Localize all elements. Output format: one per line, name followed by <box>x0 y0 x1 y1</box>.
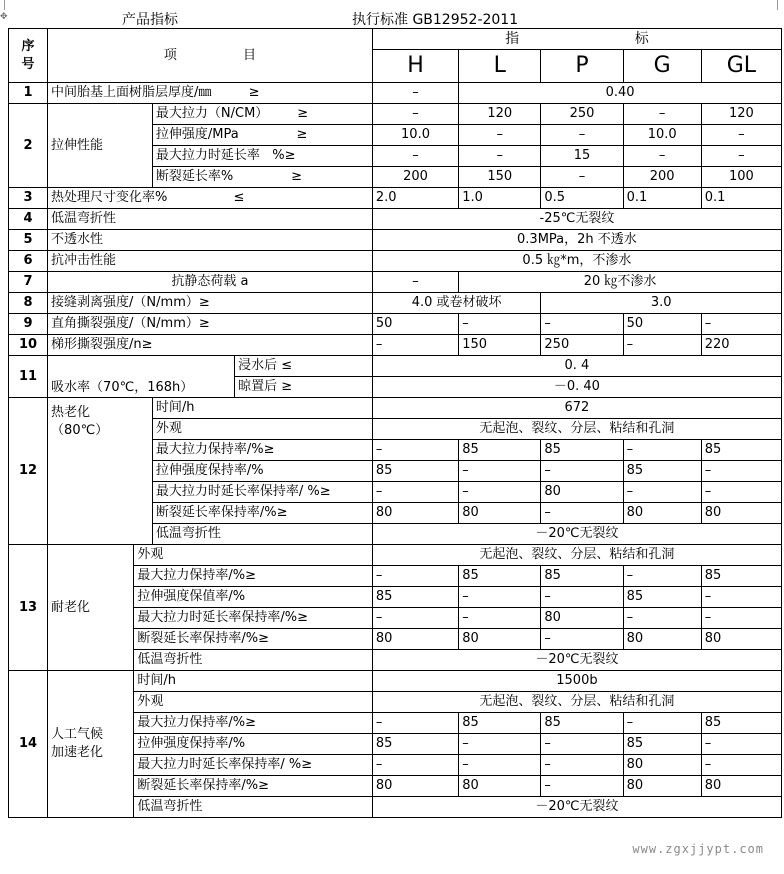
table-row <box>9 251 782 272</box>
cell-G: 80 <box>623 503 701 524</box>
cell-value: 3.0 <box>541 293 782 314</box>
cell-L: 80 <box>459 629 541 650</box>
sub-label: 低温弯折性 <box>152 524 372 545</box>
group-label: 拉伸性能 <box>48 104 153 188</box>
document-header <box>0 0 784 28</box>
cell-H: 85 <box>372 587 458 608</box>
cell-P: 15 <box>541 146 623 167</box>
cell-L: – <box>459 482 541 503</box>
table-row <box>9 188 782 209</box>
sub-label: 时间/h <box>134 671 372 692</box>
sub-label: 最大拉力时延长率保持率/%≥ <box>134 608 372 629</box>
row-number: 5 <box>9 230 48 251</box>
sub-label: 拉伸强度保值率/% <box>134 587 372 608</box>
cell-P: 85 <box>541 440 623 461</box>
row-number: 9 <box>9 314 48 335</box>
cell-G: – <box>623 566 701 587</box>
cell-P: – <box>541 734 623 755</box>
table-row <box>9 356 782 377</box>
col-index-header: 指 标 <box>372 29 781 50</box>
header-title: 产品指标 <box>122 12 178 28</box>
cell-H: – <box>372 104 458 125</box>
row-number: 6 <box>9 251 48 272</box>
cell-G: 10.0 <box>623 125 701 146</box>
cell-GL: – <box>701 755 781 776</box>
cell-L: 150 <box>459 335 541 356</box>
cell-GL: – <box>701 734 781 755</box>
cell-G: 80 <box>623 755 701 776</box>
cell-H: – <box>372 713 458 734</box>
cell-value: 672 <box>372 398 781 419</box>
cell-L: 80 <box>459 503 541 524</box>
sub-label: 断裂延长率保持率/%≥ <box>134 776 372 797</box>
cell-GL: – <box>701 125 781 146</box>
cell-L: 85 <box>459 440 541 461</box>
cell-GL: – <box>701 461 781 482</box>
table-row <box>9 398 782 419</box>
cell-L: 150 <box>459 167 541 188</box>
cell-H: – <box>372 440 458 461</box>
table-row <box>9 104 782 125</box>
cell-L: – <box>459 314 541 335</box>
cell-P: 0.5 <box>541 188 623 209</box>
cell-value: 0.3MPa，2h 不透水 <box>372 230 781 251</box>
spec-table <box>8 28 782 818</box>
table-row <box>9 209 782 230</box>
cell-L: 1.0 <box>459 188 541 209</box>
row-number: 7 <box>9 272 48 293</box>
cell-L: – <box>459 608 541 629</box>
cell-G: – <box>623 482 701 503</box>
cell-GL: 100 <box>701 167 781 188</box>
grade-GL: GL <box>701 50 781 83</box>
group-label: 人工气候 加速老化 <box>48 671 134 818</box>
cell-H: 85 <box>372 734 458 755</box>
cell-P: 85 <box>541 566 623 587</box>
row-number: 12 <box>9 398 48 545</box>
cell-P: 250 <box>541 104 623 125</box>
table-row <box>9 335 782 356</box>
cell-L: – <box>459 755 541 776</box>
cell-value: －20℃无裂纹 <box>372 650 781 671</box>
sub-label: 断裂延长率保持率/%≥ <box>134 629 372 650</box>
sub-label: 最大拉力时延长率保持率/ %≥ <box>134 755 372 776</box>
row-number: 13 <box>9 545 48 671</box>
cell-GL: 120 <box>701 104 781 125</box>
cell-G: 50 <box>623 314 701 335</box>
row-label: 抗冲击性能 <box>48 251 373 272</box>
header-standard: 执行标准 GB12952-2011 <box>352 12 519 28</box>
cell-P: – <box>541 755 623 776</box>
sub-label: 外观 <box>134 692 372 713</box>
cell-GL: 0.1 <box>701 188 781 209</box>
cell-H: – <box>372 146 458 167</box>
cell-GL: 85 <box>701 440 781 461</box>
sub-label: 拉伸强度/MPa ≥ <box>152 125 372 146</box>
cell-P: – <box>541 503 623 524</box>
margin-mark <box>777 0 778 10</box>
table-row <box>9 293 782 314</box>
cell-GL: – <box>701 587 781 608</box>
cell-GL: – <box>701 482 781 503</box>
table-header-row <box>9 29 782 50</box>
cell-value: 无起泡、裂纹、分层、粘结和孔洞 <box>372 545 781 566</box>
cell-value: 0.5 ㎏*m，不渗水 <box>372 251 781 272</box>
cell-H: – <box>372 755 458 776</box>
cell-H: – <box>372 83 458 104</box>
table-row <box>9 545 782 566</box>
sub-label: 最大拉力保持率/%≥ <box>152 440 372 461</box>
cell-value: －20℃无裂纹 <box>372 797 781 818</box>
cell-H: 50 <box>372 314 458 335</box>
cell-H: – <box>372 566 458 587</box>
row-label: 接缝剥离强度/（N/mm）≥ <box>48 293 373 314</box>
row-label: 热处理尺寸变化率% ≤ <box>48 188 373 209</box>
cell-P: – <box>541 314 623 335</box>
sub-label: 时间/h <box>152 398 372 419</box>
row-label: 梯形撕裂强度/n≥ <box>48 335 373 356</box>
sub-label: 断裂延长率% ≥ <box>152 167 372 188</box>
cell-P: – <box>541 461 623 482</box>
cell-GL: 80 <box>701 503 781 524</box>
cell-GL: – <box>701 608 781 629</box>
cell-H: 80 <box>372 503 458 524</box>
cell-P: 85 <box>541 713 623 734</box>
row-number: 3 <box>9 188 48 209</box>
cell-G: 80 <box>623 629 701 650</box>
row-label: 抗静态荷载 a <box>48 272 373 293</box>
grade-P: P <box>541 50 623 83</box>
cell-G: – <box>623 608 701 629</box>
cell-G: 0.1 <box>623 188 701 209</box>
cell-L: – <box>459 461 541 482</box>
row-number: 14 <box>9 671 48 818</box>
cell-L: 85 <box>459 713 541 734</box>
sub-label: 拉伸强度保持率/% <box>134 734 372 755</box>
cell-L: 120 <box>459 104 541 125</box>
cell-P: – <box>541 125 623 146</box>
group-label: 热老化 （80℃） <box>48 398 153 545</box>
cell-value: 无起泡、裂纹、分层、粘结和孔洞 <box>372 692 781 713</box>
table-row <box>9 272 782 293</box>
cell-GL: – <box>701 314 781 335</box>
grade-G: G <box>623 50 701 83</box>
cell-H: 2.0 <box>372 188 458 209</box>
cell-H: 200 <box>372 167 458 188</box>
cell-G: – <box>623 104 701 125</box>
sub-label: 最大拉力（N/CM） ≥ <box>152 104 372 125</box>
cell-L: 85 <box>459 566 541 587</box>
cell-GL: 80 <box>701 629 781 650</box>
row-label: 直角撕裂强度/（N/mm）≥ <box>48 314 373 335</box>
cell-P: 250 <box>541 335 623 356</box>
cell-G: 85 <box>623 734 701 755</box>
sub-label: 外观 <box>152 419 372 440</box>
grade-H: H <box>372 50 458 83</box>
grade-L: L <box>459 50 541 83</box>
margin-mark <box>4 0 5 10</box>
cell-L: – <box>459 734 541 755</box>
table-row <box>9 83 782 104</box>
sub-label: 晾置后 ≥ <box>235 377 373 398</box>
cell-GL: 85 <box>701 713 781 734</box>
col-seq-header: 序 号 <box>9 29 48 83</box>
row-label: 吸水率（70℃，168h） <box>48 356 235 398</box>
row-label: 不透水性 <box>48 230 373 251</box>
cell-value: －0. 40 <box>372 377 781 398</box>
cell-G: 80 <box>623 776 701 797</box>
sub-label: 浸水后 ≤ <box>235 356 373 377</box>
watermark: www.zgxjjypt.com <box>632 842 764 856</box>
cell-value: 无起泡、裂纹、分层、粘结和孔洞 <box>372 419 781 440</box>
sub-label: 外观 <box>134 545 372 566</box>
cell-H: 80 <box>372 629 458 650</box>
table-row <box>9 314 782 335</box>
cell-G: – <box>623 713 701 734</box>
sub-label: 最大拉力时延长率保持率/ %≥ <box>152 482 372 503</box>
cell-value: -25℃无裂纹 <box>372 209 781 230</box>
cell-H: – <box>372 482 458 503</box>
row-number: 4 <box>9 209 48 230</box>
row-label: 低温弯折性 <box>48 209 373 230</box>
cell-L: – <box>459 125 541 146</box>
cell-P: 80 <box>541 608 623 629</box>
row-number: 2 <box>9 104 48 188</box>
cell-value: 0.40 <box>459 83 782 104</box>
table-row <box>9 671 782 692</box>
cell-G: 85 <box>623 461 701 482</box>
cell-GL: – <box>701 146 781 167</box>
cell-L: – <box>459 146 541 167</box>
cell-G: 200 <box>623 167 701 188</box>
cell-value: －20℃无裂纹 <box>372 524 781 545</box>
row-number: 8 <box>9 293 48 314</box>
row-label: 中间胎基上面树脂层厚度/㎜ ≥ <box>48 83 373 104</box>
group-label: 耐老化 <box>48 545 134 671</box>
table-row <box>9 230 782 251</box>
cell-value: 20 ㎏不渗水 <box>459 272 782 293</box>
cell-H: – <box>372 335 458 356</box>
cell-GL: 85 <box>701 566 781 587</box>
cell-H: – <box>372 272 458 293</box>
cell-value: 4.0 或卷材破坏 <box>372 293 541 314</box>
cell-H: 80 <box>372 776 458 797</box>
sub-label: 最大拉力保持率/%≥ <box>134 566 372 587</box>
cell-H: 85 <box>372 461 458 482</box>
cell-G: – <box>623 440 701 461</box>
cell-value: 1500b <box>372 671 781 692</box>
table-move-handle-icon[interactable]: ✥ <box>0 12 8 22</box>
cell-GL: 220 <box>701 335 781 356</box>
sub-label: 最大拉力时延长率 %≥ <box>152 146 372 167</box>
sub-label: 断裂延长率保持率/%≥ <box>152 503 372 524</box>
cell-L: – <box>459 587 541 608</box>
cell-H: – <box>372 608 458 629</box>
cell-L: 80 <box>459 776 541 797</box>
cell-G: – <box>623 146 701 167</box>
cell-P: 80 <box>541 482 623 503</box>
cell-H: 10.0 <box>372 125 458 146</box>
sub-label: 低温弯折性 <box>134 797 372 818</box>
row-number: 10 <box>9 335 48 356</box>
cell-P: – <box>541 587 623 608</box>
sub-label: 最大拉力保持率/%≥ <box>134 713 372 734</box>
cell-G: – <box>623 335 701 356</box>
cell-P: – <box>541 629 623 650</box>
cell-value: 0. 4 <box>372 356 781 377</box>
row-number: 11 <box>9 356 48 398</box>
row-number: 1 <box>9 83 48 104</box>
sub-label: 拉伸强度保持率/% <box>152 461 372 482</box>
sub-label: 低温弯折性 <box>134 650 372 671</box>
cell-P: – <box>541 167 623 188</box>
cell-G: 85 <box>623 587 701 608</box>
cell-GL: 80 <box>701 776 781 797</box>
col-item-header: 项 目 <box>48 29 373 83</box>
cell-P: – <box>541 776 623 797</box>
